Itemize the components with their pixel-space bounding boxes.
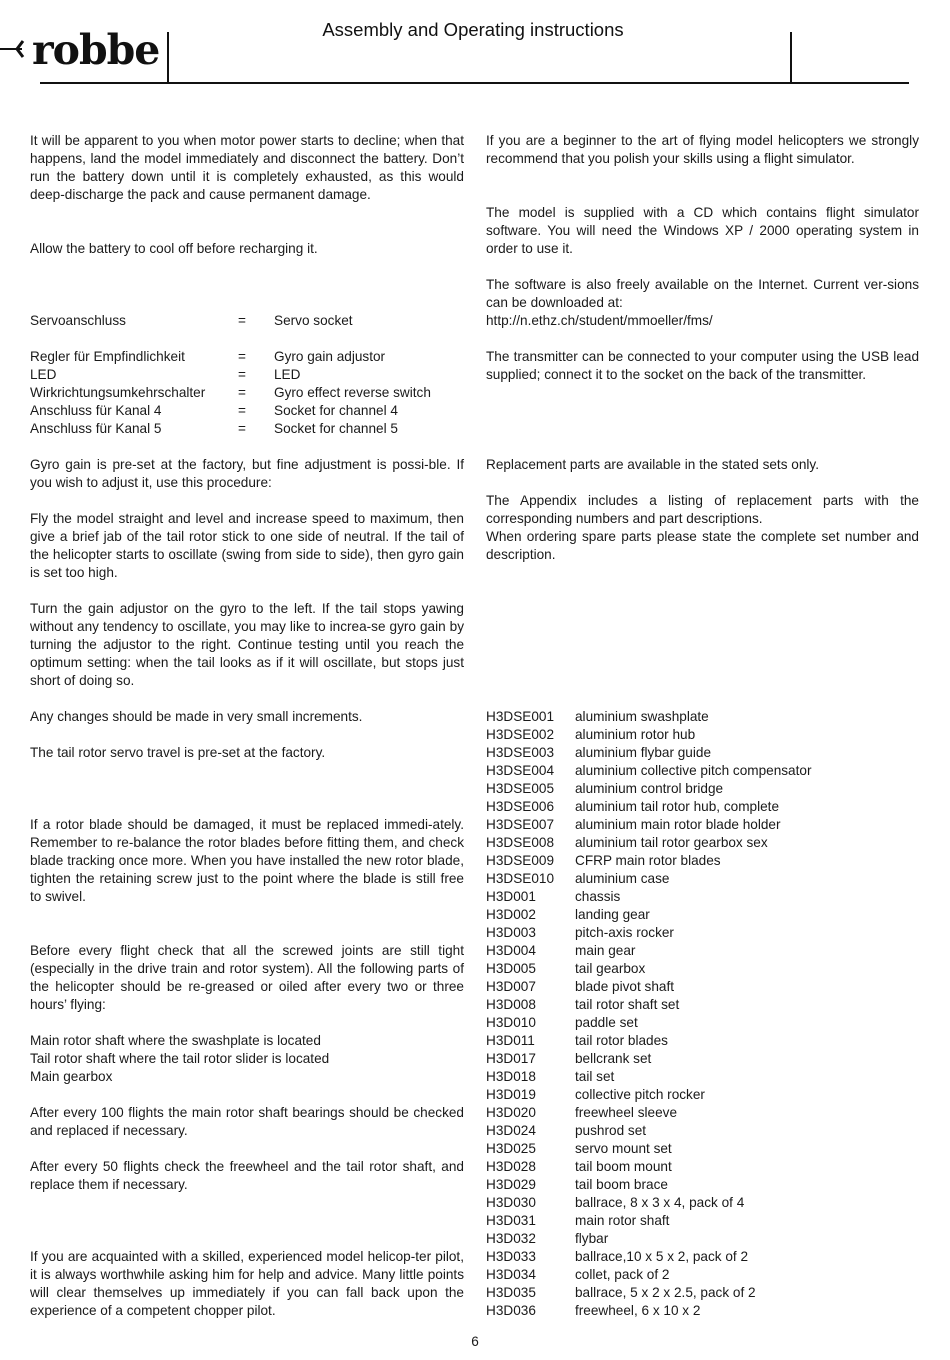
- cd-software-paragraph: The model is supplied with a CD which contains flight simulator software. You will need the Windows XP / 2000 operating system in order to use it.: [486, 205, 919, 256]
- parts-row: [486, 744, 919, 762]
- download-link[interactable]: http://n.ethz.ch/student/mmoeller/fms/: [486, 313, 713, 328]
- gyro-test-paragraph: Fly the model straight and level and increase speed to maximum, then give a brief jab of the tail rotor stick to one side of neutral. If the tail of the helicopter starts to oscillate (swing from side to side), then gyro gain is set too high.: [30, 511, 464, 580]
- term-german: Anschluss für Kanal 4: [30, 403, 162, 418]
- part-number: H3D005: [486, 961, 536, 976]
- term-row: [30, 366, 464, 384]
- term-english: Socket for channel 5: [274, 421, 398, 436]
- part-description: aluminium flybar guide: [575, 745, 712, 760]
- part-number: H3D007: [486, 979, 536, 994]
- part-description: pushrod set: [575, 1123, 647, 1138]
- part-number: H3D010: [486, 1015, 536, 1030]
- increments-paragraph: Any changes should be made in very small increments.: [30, 709, 363, 724]
- parts-row: [486, 726, 919, 744]
- left-column: [30, 132, 464, 1320]
- parts-row: [486, 1086, 919, 1104]
- ordering-paragraph: When ordering spare parts please state the complete set number and description.: [486, 529, 919, 562]
- part-number: H3D029: [486, 1177, 536, 1192]
- part-description: collet, pack of 2: [575, 1267, 670, 1282]
- term-equals: =: [238, 367, 246, 382]
- part-description: tail gearbox: [575, 961, 646, 976]
- part-number: H3DSE007: [486, 817, 555, 832]
- appendix-paragraph: The Appendix includes a listing of replacement parts with the corresponding numbers and part descriptions.: [486, 493, 919, 526]
- part-description: aluminium rotor hub: [575, 727, 696, 742]
- list-item: Main rotor shaft where the swashplate is located: [30, 1033, 321, 1048]
- parts-row: [486, 942, 919, 960]
- part-number: H3D017: [486, 1051, 536, 1066]
- term-german: Servoanschluss: [30, 313, 126, 328]
- part-number: H3D033: [486, 1249, 536, 1264]
- part-description: servo mount set: [575, 1141, 672, 1156]
- usb-lead-paragraph: The transmitter can be connected to your computer using the USB lead supplied; connect it to the socket on the back of the transmitter.: [486, 349, 919, 382]
- gyro-gain-paragraph: Gyro gain is pre-set at the factory, but fine adjustment is possi-ble. If you wish to adjust it, use this procedure:: [30, 457, 464, 490]
- term-row: [30, 312, 464, 330]
- parts-row: [486, 978, 919, 996]
- part-description: tail set: [575, 1069, 615, 1084]
- part-number: H3DSE009: [486, 853, 555, 868]
- parts-row: [486, 762, 919, 780]
- term-row: [30, 420, 464, 438]
- part-description: aluminium control bridge: [575, 781, 724, 796]
- part-number: H3DSE008: [486, 835, 555, 850]
- pilot-advice-paragraph: If you are acquainted with a skilled, experienced model helicop-ter pilot, it is always worthwhile asking him for help and advice. Many little points will clear themselves up immediately if you can fall back upon the experience of a competent chopper pilot.: [30, 1249, 464, 1318]
- part-number: H3D008: [486, 997, 536, 1012]
- part-description: ballrace,10 x 5 x 2, pack of 2: [575, 1249, 749, 1264]
- lubrication-list: [30, 1032, 464, 1086]
- download-paragraph: The software is also freely available on the Internet. Current ver-sions can be downloaded at:: [486, 277, 919, 310]
- part-description: freewheel, 6 x 10 x 2: [575, 1303, 701, 1318]
- gyro-term-table: [30, 312, 464, 438]
- term-german: LED: [30, 367, 57, 382]
- part-number: H3D030: [486, 1195, 536, 1210]
- term-row: [30, 348, 464, 366]
- parts-row: [486, 888, 919, 906]
- parts-row: [486, 960, 919, 978]
- parts-row: [486, 1248, 919, 1266]
- part-number: H3D020: [486, 1105, 536, 1120]
- part-number: H3DSE005: [486, 781, 555, 796]
- term-row: [30, 402, 464, 420]
- parts-row: [486, 834, 919, 852]
- preflight-check-paragraph: Before every flight check that all the screwed joints are still tight (especially in the drive train and rotor system). All the following parts of the helicopter should be re-greased or oiled after every two or three hours’ flying:: [30, 943, 464, 1012]
- part-description: aluminium tail rotor gearbox sex: [575, 835, 768, 850]
- gyro-adjust-paragraph: Turn the gain adjustor on the gyro to the left. If the tail stops yawing without any tendency to oscillate, you may like to increa-se gyro gain by turning the adjustor to the right. Continue testing until you reach the optimum setting: when the tail looks as if it will oscillate, but stops just short of doing so.: [30, 601, 464, 688]
- part-description: main rotor shaft: [575, 1213, 670, 1228]
- part-number: H3D001: [486, 889, 536, 904]
- part-description: flybar: [575, 1231, 609, 1246]
- part-number: H3D003: [486, 925, 536, 940]
- part-number: H3D025: [486, 1141, 536, 1156]
- part-description: paddle set: [575, 1015, 638, 1030]
- part-description: ballrace, 8 x 3 x 4, pack of 4: [575, 1195, 745, 1210]
- parts-row: [486, 1212, 919, 1230]
- parts-row: [486, 996, 919, 1014]
- parts-row: [486, 1230, 919, 1248]
- parts-row: [486, 1104, 919, 1122]
- part-description: aluminium tail rotor hub, complete: [575, 799, 779, 814]
- term-row: [30, 384, 464, 402]
- term-english: Gyro effect reverse switch: [274, 385, 431, 400]
- replacement-sets-paragraph: Replacement parts are available in the stated sets only.: [486, 457, 819, 472]
- part-description: tail rotor blades: [575, 1033, 668, 1048]
- term-english: Gyro gain adjustor: [274, 349, 386, 364]
- part-number: H3D004: [486, 943, 536, 958]
- parts-row: [486, 708, 919, 726]
- list-item: Tail rotor shaft where the tail rotor slider is located: [30, 1051, 330, 1066]
- part-description: chassis: [575, 889, 621, 904]
- spare-parts-list: [486, 708, 919, 1320]
- page-number: 6: [471, 1334, 479, 1349]
- part-number: H3D036: [486, 1303, 536, 1318]
- parts-row: [486, 924, 919, 942]
- parts-row: [486, 906, 919, 924]
- part-number: H3D032: [486, 1231, 536, 1246]
- parts-row: [486, 780, 919, 798]
- part-number: H3DSE004: [486, 763, 555, 778]
- part-number: H3DSE010: [486, 871, 555, 886]
- parts-row: [486, 1284, 919, 1302]
- battery-paragraph: It will be apparent to you when motor power starts to decline; when that happens, land the model immediately and disconnect the battery. Don’t run the battery down until it is completely exhausted, as this would deep-discharge the pack and cause permanent damage.: [30, 133, 464, 202]
- part-description: bellcrank set: [575, 1051, 652, 1066]
- parts-row: [486, 1122, 919, 1140]
- simulator-paragraph: If you are a beginner to the art of flying model helicopters we strongly recommend that you polish your skills using a flight simulator.: [486, 133, 919, 166]
- parts-row: [486, 1266, 919, 1284]
- term-equals: =: [238, 385, 246, 400]
- term-english: LED: [274, 367, 301, 382]
- part-number: H3D011: [486, 1033, 535, 1048]
- term-equals: =: [238, 349, 246, 364]
- parts-row: [486, 1176, 919, 1194]
- term-english: Socket for channel 4: [274, 403, 398, 418]
- part-description: tail rotor shaft set: [575, 997, 680, 1012]
- term-equals: =: [238, 403, 246, 418]
- term-german: Anschluss für Kanal 5: [30, 421, 162, 436]
- page-header: [0, 0, 950, 90]
- servo-travel-paragraph: The tail rotor servo travel is pre-set at the factory.: [30, 745, 326, 760]
- parts-row: [486, 1140, 919, 1158]
- parts-row: [486, 798, 919, 816]
- part-description: freewheel sleeve: [575, 1105, 678, 1120]
- part-number: H3D024: [486, 1123, 536, 1138]
- parts-row: [486, 1302, 919, 1320]
- part-number: H3DSE002: [486, 727, 555, 742]
- part-description: CFRP main rotor blades: [575, 853, 721, 868]
- term-equals: =: [238, 313, 246, 328]
- parts-row: [486, 1158, 919, 1176]
- parts-row: [486, 1050, 919, 1068]
- term-german: Wirkrichtungsumkehrschalter: [30, 385, 206, 400]
- part-description: aluminium collective pitch compensator: [575, 763, 812, 778]
- part-description: tail boom mount: [575, 1159, 672, 1174]
- header-rule: [40, 82, 909, 84]
- parts-row: [486, 870, 919, 888]
- part-description: landing gear: [575, 907, 650, 922]
- part-number: H3D028: [486, 1159, 536, 1174]
- part-number: H3D019: [486, 1087, 536, 1102]
- parts-row: [486, 1194, 919, 1212]
- part-description: main gear: [575, 943, 636, 958]
- part-description: blade pivot shaft: [575, 979, 674, 994]
- part-number: H3D034: [486, 1267, 536, 1282]
- part-description: collective pitch rocker: [575, 1087, 705, 1102]
- parts-row: [486, 1032, 919, 1050]
- parts-row: [486, 852, 919, 870]
- part-number: H3D031: [486, 1213, 536, 1228]
- part-number: H3DSE001: [486, 709, 555, 724]
- part-description: tail boom brace: [575, 1177, 668, 1192]
- parts-row: [486, 816, 919, 834]
- parts-row: [486, 1068, 919, 1086]
- part-description: ballrace, 5 x 2 x 2.5, pack of 2: [575, 1285, 756, 1300]
- part-number: H3DSE003: [486, 745, 555, 760]
- battery-cooldown-paragraph: Allow the battery to cool off before recharging it.: [30, 241, 318, 256]
- freewheel-check-paragraph: After every 50 flights check the freewheel and the tail rotor shaft, and replace them if necessary.: [30, 1159, 464, 1192]
- brand-logo: robbe: [32, 26, 160, 74]
- header-divider-right: [790, 32, 792, 83]
- term-equals: =: [238, 421, 246, 436]
- term-english: Servo socket: [274, 313, 353, 328]
- part-number: H3D002: [486, 907, 536, 922]
- list-item: Main gearbox: [30, 1069, 113, 1084]
- part-description: aluminium case: [575, 871, 670, 886]
- right-column: [486, 132, 919, 1320]
- rotor-blade-paragraph: If a rotor blade should be damaged, it must be replaced immedi-ately. Remember to re-balance the rotor blades before fitting them, and check blade tracking once more. When you have installed the new rotor blade, tighten the retaining screw just to the point where the blade is still free to swivel.: [30, 817, 464, 904]
- page-title: Assembly and Operating instructions: [322, 19, 624, 40]
- part-description: pitch-axis rocker: [575, 925, 674, 940]
- part-number: H3DSE006: [486, 799, 555, 814]
- part-description: aluminium swashplate: [575, 709, 709, 724]
- parts-row: [486, 1014, 919, 1032]
- part-number: H3D018: [486, 1069, 536, 1084]
- term-german: Regler für Empfindlichkeit: [30, 349, 185, 364]
- part-description: aluminium main rotor blade holder: [575, 817, 781, 832]
- bearing-check-paragraph: After every 100 flights the main rotor shaft bearings should be checked and replaced if necessary.: [30, 1105, 464, 1138]
- part-number: H3D035: [486, 1285, 536, 1300]
- logo-mark-icon: [0, 38, 30, 58]
